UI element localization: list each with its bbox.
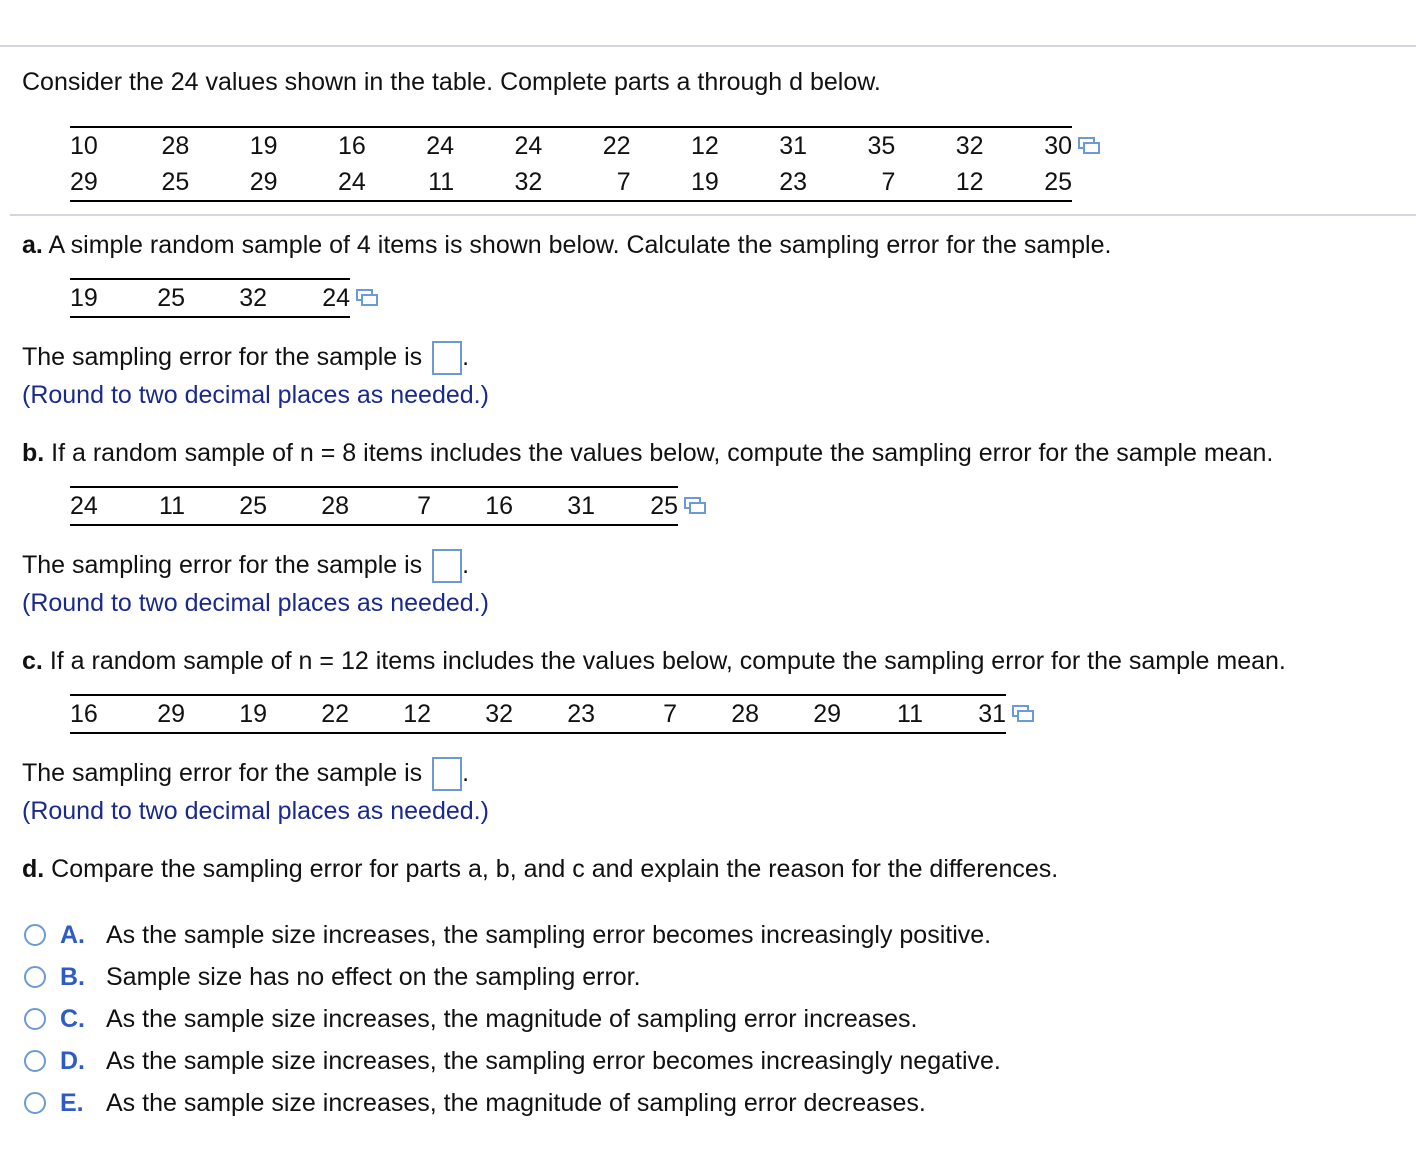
table-cell: 24 — [322, 284, 350, 312]
table-cell: 28 — [161, 132, 190, 160]
radio-button[interactable] — [24, 924, 46, 946]
copy-data-icon[interactable] — [1012, 704, 1034, 724]
part-d-label: d. — [22, 855, 45, 883]
part-c-text: If a random sample of n = 12 items includes the values below, compute the sampling error for the sample mean. — [49, 647, 1286, 675]
table-cell: 35 — [867, 132, 896, 160]
radio-button[interactable] — [24, 966, 46, 988]
answer-prompt: The sampling error for the sample is — [22, 759, 423, 787]
option-letter: C. — [60, 1004, 85, 1033]
table-cell: 25 — [239, 492, 267, 520]
option-letter: B. — [60, 962, 85, 991]
option-d[interactable] — [24, 1044, 1001, 1078]
answer-suffix: . — [462, 759, 470, 787]
table-cell: 31 — [567, 492, 595, 520]
option-text: Sample size has no effect on the sampling error. — [106, 962, 641, 991]
part-a-answer-input[interactable] — [432, 341, 462, 375]
table-cell: 23 — [567, 700, 595, 728]
option-c[interactable] — [24, 1002, 918, 1036]
answer-prompt: The sampling error for the sample is — [22, 551, 423, 579]
table-cell: 31 — [978, 700, 1006, 728]
table-row — [70, 127, 1072, 164]
option-text: As the sample size increases, the sampling error becomes increasingly positive. — [106, 920, 992, 949]
table-cell: 28 — [321, 492, 349, 520]
radio-button[interactable] — [24, 1008, 46, 1030]
table-cell: 24 — [338, 168, 366, 196]
part-d-question — [22, 855, 1058, 884]
table-row — [70, 487, 678, 525]
table-cell: 7 — [417, 492, 431, 520]
option-text: As the sample size increases, the magnitude of sampling error decreases. — [106, 1088, 926, 1117]
data-table — [70, 126, 1072, 202]
part-b-answer-input[interactable] — [432, 549, 462, 583]
answer-prompt: The sampling error for the sample is — [22, 343, 423, 371]
table-cell: 32 — [485, 700, 513, 728]
table-cell: 25 — [650, 492, 678, 520]
table-cell: 19 — [249, 132, 278, 160]
table-cell: 11 — [159, 492, 185, 520]
answer-suffix: . — [462, 551, 470, 579]
option-b[interactable] — [24, 960, 641, 994]
table-cell: 32 — [514, 168, 543, 196]
copy-data-icon[interactable] — [1078, 136, 1100, 156]
table-cell: 19 — [691, 168, 719, 196]
table-cell: 24 — [426, 132, 455, 160]
table-cell: 12 — [691, 132, 719, 160]
part-c-label: c. — [22, 647, 43, 675]
table-cell: 12 — [955, 168, 984, 196]
table-row — [70, 164, 1072, 201]
table-cell: 32 — [239, 284, 267, 312]
table-cell: 32 — [955, 132, 984, 160]
option-letter: E. — [60, 1088, 84, 1117]
table-cell: 24 — [514, 132, 543, 160]
option-letter: A. — [60, 920, 85, 949]
table-cell: 29 — [70, 168, 98, 196]
part-a-answer-line — [22, 340, 469, 375]
table-cell: 16 — [485, 492, 513, 520]
table-cell: 29 — [157, 700, 185, 728]
table-cell: 11 — [428, 168, 455, 196]
table-cell: 30 — [1044, 132, 1072, 160]
answer-suffix: . — [462, 343, 470, 371]
table-cell: 16 — [70, 700, 98, 728]
radio-button[interactable] — [24, 1092, 46, 1114]
table-row — [70, 279, 350, 317]
part-c-hint: (Round to two decimal places as needed.) — [22, 797, 489, 825]
table-cell: 11 — [897, 700, 923, 728]
part-b-question — [22, 439, 1273, 468]
table-cell: 23 — [779, 168, 808, 196]
table-cell: 7 — [616, 168, 631, 196]
option-a[interactable] — [24, 918, 991, 952]
part-c-table — [70, 694, 1006, 734]
part-a-question — [22, 231, 1111, 260]
section-divider — [10, 214, 1416, 216]
table-cell: 12 — [403, 700, 431, 728]
copy-data-icon[interactable] — [356, 288, 378, 308]
copy-data-icon[interactable] — [684, 496, 706, 516]
table-cell: 10 — [70, 132, 98, 160]
part-a-text: A simple random sample of 4 items is shown below. Calculate the sampling error for the sample. — [48, 231, 1112, 259]
table-cell: 29 — [813, 700, 841, 728]
part-b-text: If a random sample of n = 8 items includes the values below, compute the sampling error for the sample mean. — [51, 439, 1274, 467]
table-row — [70, 695, 1006, 733]
table-cell: 25 — [161, 168, 190, 196]
part-a-table — [70, 278, 350, 318]
top-divider — [0, 45, 1416, 47]
table-cell: 22 — [321, 700, 349, 728]
part-b-hint: (Round to two decimal places as needed.) — [22, 589, 489, 617]
table-cell: 24 — [70, 492, 98, 520]
part-c-answer-input[interactable] — [432, 757, 462, 791]
table-cell: 7 — [663, 700, 677, 728]
part-c-answer-line — [22, 756, 469, 791]
table-cell: 7 — [881, 168, 896, 196]
table-cell: 16 — [338, 132, 366, 160]
option-letter: D. — [60, 1046, 85, 1075]
part-c-question — [22, 647, 1286, 676]
part-d-text: Compare the sampling error for parts a, b, and c and explain the reason for the differences. — [51, 855, 1059, 883]
table-cell: 29 — [249, 168, 278, 196]
table-cell: 25 — [157, 284, 185, 312]
table-cell: 25 — [1044, 168, 1072, 196]
table-cell: 22 — [602, 132, 631, 160]
table-cell: 28 — [731, 700, 759, 728]
part-b-table — [70, 486, 678, 526]
option-text: As the sample size increases, the sampling error becomes increasingly negative. — [106, 1046, 1001, 1075]
option-e[interactable] — [24, 1086, 926, 1120]
part-a-hint: (Round to two decimal places as needed.) — [22, 381, 489, 409]
table-cell: 31 — [779, 132, 808, 160]
table-cell: 19 — [70, 284, 98, 312]
option-text: As the sample size increases, the magnitude of sampling error increases. — [106, 1004, 918, 1033]
table-cell: 19 — [239, 700, 267, 728]
part-b-label: b. — [22, 439, 45, 467]
radio-button[interactable] — [24, 1050, 46, 1072]
part-b-answer-line — [22, 548, 469, 583]
part-a-label: a. — [22, 231, 43, 259]
intro-text: Consider the 24 values shown in the table. Complete parts a through d below. — [22, 68, 881, 96]
